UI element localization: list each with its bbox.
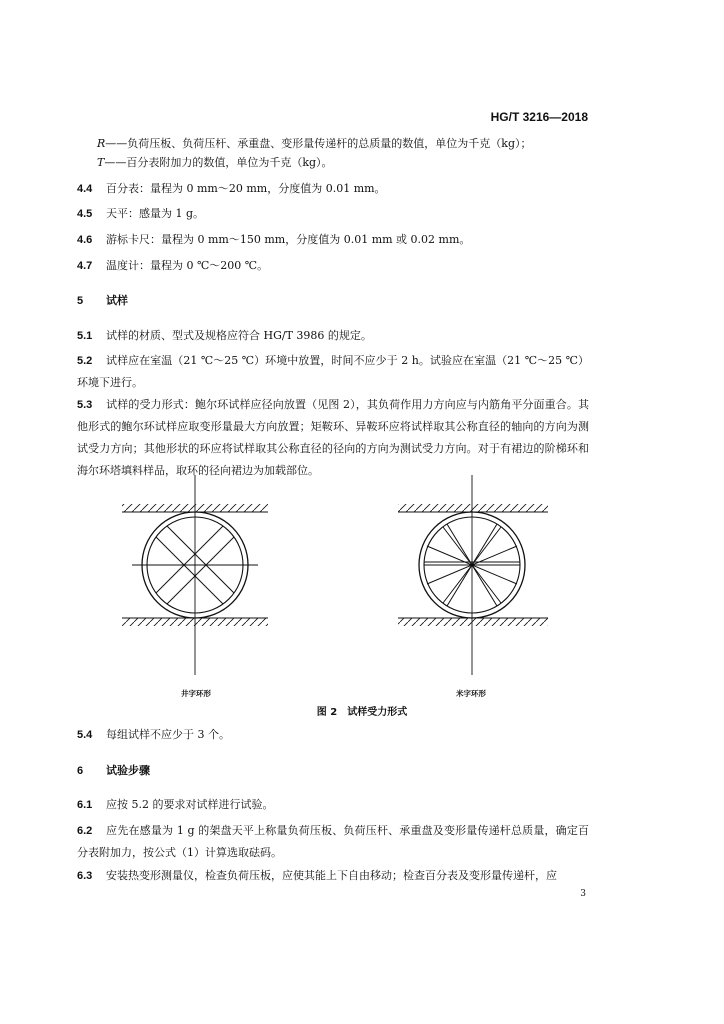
definition-t-text: ——百分表附加力的数值，单位为千克（kg）。 — [104, 156, 333, 169]
symbol-r: R — [97, 137, 106, 150]
clause-number: 4.7 — [77, 260, 93, 272]
clause-6-1 — [77, 798, 274, 812]
definition-t — [97, 156, 333, 170]
clause-number: 4.6 — [77, 234, 93, 246]
clause-number: 6.3 — [77, 870, 93, 882]
clause-text: 应按 5.2 的要求对试样进行试验。 — [106, 798, 274, 811]
figure-left-diagram — [110, 470, 280, 685]
clause-number: 5.1 — [77, 330, 93, 342]
clause-number: 6.2 — [77, 825, 93, 837]
clause-number: 6.1 — [77, 799, 93, 811]
clause-text: 试样的材质、型式及规格应符合 HG/T 3986 的规定。 — [106, 329, 372, 342]
section-5-heading — [77, 294, 128, 308]
figure-left-label: 井字环形 — [181, 689, 211, 698]
clause-5-3 — [77, 394, 589, 482]
symbol-t: T — [97, 156, 105, 169]
bottom-plate — [398, 618, 548, 626]
clause-number: 5.3 — [77, 399, 93, 411]
top-plate — [398, 504, 548, 512]
page-number: 3 — [580, 889, 586, 899]
clause-text: 每组试样不应少于 3 个。 — [106, 728, 230, 741]
document-id: HG/T 3216—2018 — [490, 110, 588, 124]
section-6-heading — [77, 764, 150, 778]
figure-caption: 图 2 试样受力形式 — [316, 707, 408, 718]
section-title: 试验步骤 — [106, 764, 150, 777]
section-title: 试样 — [106, 294, 128, 307]
clause-number: 5.2 — [77, 355, 93, 367]
figure-right-label: 米字环形 — [456, 689, 486, 698]
clause-4-6 — [77, 233, 470, 247]
clause-5-2 — [77, 350, 589, 394]
clause-text: 天平：感量为 1 g。 — [106, 207, 205, 220]
section-number: 5 — [77, 295, 84, 307]
clause-number: 5.4 — [77, 729, 93, 741]
clause-6-3 — [77, 869, 557, 883]
definition-r — [97, 137, 532, 151]
figure-right-diagram — [392, 470, 562, 685]
clause-number: 4.4 — [77, 183, 93, 195]
clause-4-4 — [77, 182, 386, 196]
clause-text: 温度计：量程为 0 ℃～200 ℃。 — [106, 259, 269, 272]
clause-text: 应先在感量为 1 g 的架盘天平上称量负荷压板、负荷压杆、承重盘及变形量传递杆总质量，确定百分表附加力，按公式（1）计算选取砝码。 — [77, 824, 589, 859]
clause-text: 安装热变形测量仪，检查负荷压板，应使其能上下自由移动；检查百分表及变形量传递杆，应 — [106, 869, 557, 882]
clause-text: 试样应在室温（21 ℃～25 ℃）环境中放置，时间不应少于 2 h。试验应在室温（21 ℃～25 ℃）环境下进行。 — [77, 354, 589, 389]
clause-5-1 — [77, 329, 372, 343]
clause-4-5 — [77, 207, 204, 221]
clause-4-7 — [77, 259, 268, 273]
clause-text: 试样的受力形式：鲍尔环试样应径向放置（见图 2），其负荷作用力方向应与内筋角平分面重合。其他形式的鲍尔环试样应取变形量最大方向放置；矩鞍环、异鞍环应将试样取其公称直径的轴向的方向为测试受力方向；其他形状的环应将试样取其公称直径的径向的方向为测试受力方向。对于有裙边的阶梯环和海尔环塔填料样品，取环的径向裙边为加载部位。 — [77, 398, 589, 477]
section-number: 6 — [77, 765, 84, 777]
clause-text: 游标卡尺：量程为 0 mm～150 mm，分度值为 0.01 mm 或 0.02 mm。 — [106, 233, 471, 246]
clause-text: 百分表：量程为 0 mm～20 mm，分度值为 0.01 mm。 — [106, 182, 386, 195]
definition-r-text: ——负荷压板、负荷压杆、承重盘、变形量传递杆的总质量的数值，单位为千克（kg）； — [105, 137, 532, 150]
clause-6-2 — [77, 820, 589, 864]
clause-number: 4.5 — [77, 208, 93, 220]
clause-5-4 — [77, 728, 230, 742]
